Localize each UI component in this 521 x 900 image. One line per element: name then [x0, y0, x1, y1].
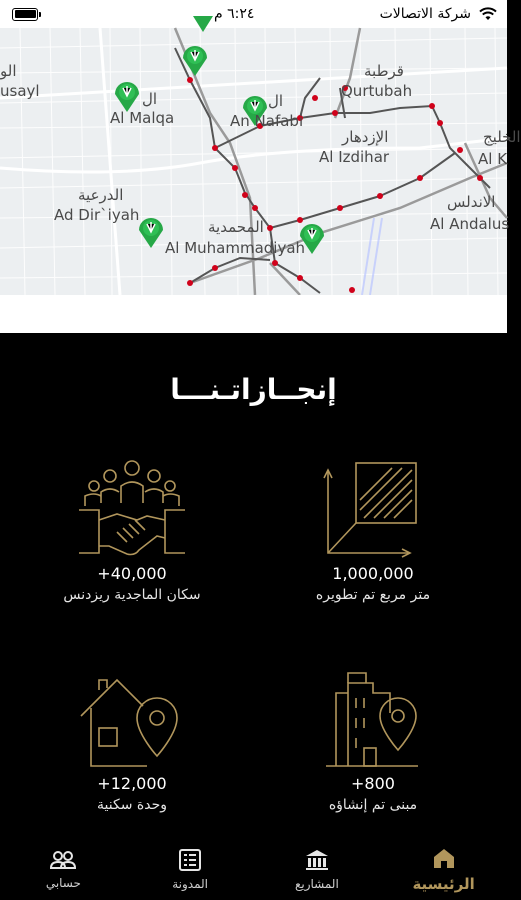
projects-map[interactable] [0, 28, 521, 295]
stat-area-label: متر مربع تم تطويره [315, 587, 431, 603]
achievements-section [0, 333, 507, 840]
tab-home[interactable] [389, 847, 499, 893]
map-label-izdihar-ar: الإزدهار [342, 128, 389, 146]
stat-buildings [258, 668, 488, 813]
battery-icon [12, 8, 38, 21]
map-label-khaleej-en: Al K [478, 150, 508, 168]
map-label-qurtubah-ar: قرطبة [364, 62, 404, 80]
map-label-malqa-ar: ال [142, 90, 158, 108]
area-expand-icon [318, 458, 428, 558]
stat-residents-label: سكان الماجدية ريزدنس [63, 587, 201, 603]
map-label-khaleej-ar: الخليج [483, 128, 521, 146]
status-bar [0, 0, 507, 28]
map-label-diriyah-ar: الدرعية [78, 186, 124, 204]
status-time: ٦:٢٤ م [214, 6, 255, 22]
stat-housing-label: وحدة سكنية [97, 797, 167, 813]
tab-account[interactable] [8, 850, 118, 890]
tab-projects[interactable] [262, 849, 372, 891]
bottom-tab-bar [0, 840, 507, 900]
tab-home-label: الرئيسية [412, 875, 475, 893]
tab-blog-label: المدونة [172, 877, 209, 891]
status-right [380, 6, 497, 22]
house-location-icon [77, 668, 187, 768]
map-label-muhammadiyah-ar: المحمدية [208, 218, 264, 236]
bank-icon [305, 849, 329, 871]
people-icon [50, 850, 76, 870]
map-label-andalus-en: Al Andalus [430, 215, 510, 233]
map-label-diriyah-en: Ad Dir`iyah [54, 206, 140, 224]
stat-buildings-value: +800 [351, 774, 395, 793]
carrier-name: شركة الاتصالات [379, 6, 471, 22]
building-location-icon [318, 668, 428, 768]
map-label-andalus-ar: الاندلس [447, 193, 496, 211]
status-left [12, 6, 254, 22]
stat-residents-value: +40,000 [97, 564, 167, 583]
map-label-sahafa-ar: ال [268, 92, 284, 110]
map-label-qurtubah-en: Qurtubah [341, 82, 413, 100]
home-icon [433, 847, 455, 869]
map-label-sahafa-en: An Nafabi [230, 112, 304, 130]
stat-housing-value: +12,000 [97, 774, 167, 793]
map-bottom-band [0, 295, 507, 333]
list-icon [179, 849, 201, 871]
stat-area [258, 458, 488, 603]
handshake-people-icon [77, 458, 187, 558]
stat-housing [17, 668, 247, 813]
map-label-wosayl-en: usayl [0, 82, 40, 100]
map-label-malqa-en: Al Malqa [110, 109, 175, 127]
map-label-muhammadiyah-en: Al Muhammadiyah [165, 239, 306, 257]
wifi-icon [479, 7, 497, 21]
stat-residents [17, 458, 247, 603]
map-label-wosayl-ar: الو [0, 62, 17, 80]
map-label-izdihar-en: Al Izdihar [319, 148, 390, 166]
tab-projects-label: المشاريع [294, 877, 339, 891]
achievements-title: إنجــازاتـنـــا [170, 373, 337, 406]
tab-blog[interactable] [135, 849, 245, 891]
stat-buildings-label: مبنى تم إنشاؤه [328, 797, 418, 813]
stat-area-value: 1,000,000 [332, 564, 414, 583]
tab-account-label: حسابي [45, 876, 81, 890]
